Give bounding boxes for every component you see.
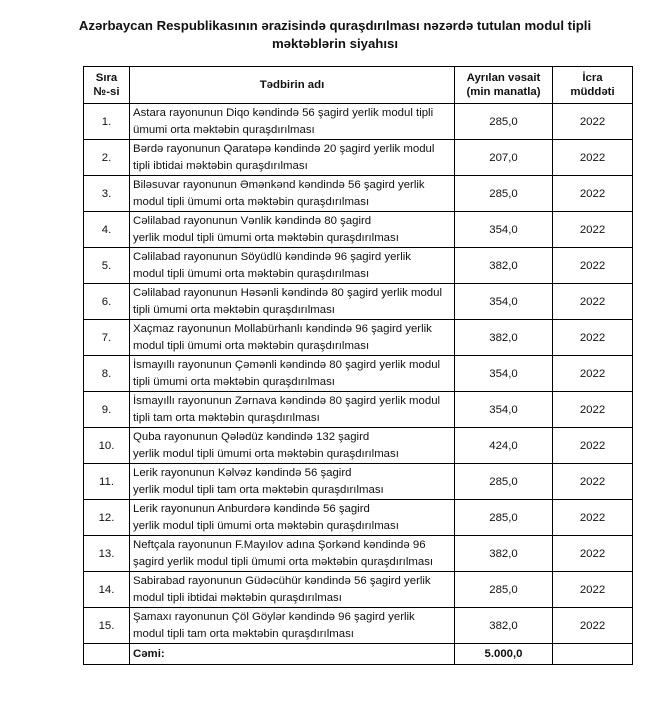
table-row xyxy=(84,356,633,392)
table-row xyxy=(84,608,633,644)
row-event-name-line-1: İsmayıllı rayonunun Zərnava kəndində 80 şagird yerlik modul xyxy=(133,395,441,407)
row-event-name xyxy=(130,284,455,320)
row-year: 2022 xyxy=(553,284,633,320)
row-amount: 285,0 xyxy=(455,104,553,140)
row-event-name-line-1: Xaçmaz rayonunun Mollabürhanlı kəndində 96 şagird yerlik xyxy=(133,323,432,335)
row-amount: 285,0 xyxy=(455,176,553,212)
row-amount: 382,0 xyxy=(455,608,553,644)
row-year: 2022 xyxy=(553,608,633,644)
row-event-name-line-1: Lerik rayonunun Anburdərə kəndində 56 şagird xyxy=(133,503,370,515)
row-number: 9. xyxy=(84,392,130,428)
table-row xyxy=(84,392,633,428)
row-number: 7. xyxy=(84,320,130,356)
row-event-name-line-1: Neftçala rayonunun F.Mayılov adına Şorkənd kəndində 96 xyxy=(133,539,426,551)
row-event-name xyxy=(130,248,455,284)
header-event-name: Tədbirin adı xyxy=(130,67,455,104)
row-event-name-line-1: Quba rayonunun Qələdüz kəndində 132 şagird xyxy=(133,431,370,443)
row-year: 2022 xyxy=(553,464,633,500)
row-event-name-line-2: yerlik modul tipli ümumi orta məktəbin quraşdırılması xyxy=(133,519,399,532)
table-row xyxy=(84,536,633,572)
header-row-number-line-2: №-si xyxy=(93,86,120,98)
table-row xyxy=(84,572,633,608)
table-row xyxy=(84,320,633,356)
header-execution-term-line-1: İcra xyxy=(582,72,603,84)
row-event-name-line-1: Astara rayonunun Diqo kəndində 56 şagird yerlik modul tipli xyxy=(133,107,434,119)
row-year: 2022 xyxy=(553,212,633,248)
row-event-name-line-2: modul tipli ibtidai məktəbin quraşdırılması xyxy=(133,591,342,604)
row-event-name-line-2: ümumi orta məktəbin quraşdırılması xyxy=(133,123,315,136)
schools-table xyxy=(83,66,633,665)
row-event-name xyxy=(130,608,455,644)
row-event-name xyxy=(130,392,455,428)
table-row xyxy=(84,428,633,464)
row-event-name-line-2: yerlik modul tipli ümumi orta məktəbin quraşdırılması xyxy=(133,231,399,244)
row-event-name xyxy=(130,536,455,572)
row-event-name xyxy=(130,428,455,464)
table-row xyxy=(84,284,633,320)
row-year: 2022 xyxy=(553,572,633,608)
row-event-name xyxy=(130,572,455,608)
row-amount: 354,0 xyxy=(455,212,553,248)
row-amount: 354,0 xyxy=(455,284,553,320)
row-amount: 382,0 xyxy=(455,536,553,572)
row-number: 10. xyxy=(84,428,130,464)
row-event-name-line-2: modul tipli ümumi orta məktəbin quraşdırılması xyxy=(133,339,370,352)
row-event-name xyxy=(130,104,455,140)
row-event-name-line-1: Biləsuvar rayonunun Əmənkənd kəndində 56 şagird yerlik xyxy=(133,179,425,191)
row-number: 1. xyxy=(84,104,130,140)
row-event-name-line-2: tipli ümumi orta məktəbin quraşdırılması xyxy=(133,375,335,388)
row-number: 8. xyxy=(84,356,130,392)
row-event-name-line-2: tipli tam orta məktəbin quraşdırılması xyxy=(133,411,320,424)
row-number: 6. xyxy=(84,284,130,320)
table-row xyxy=(84,140,633,176)
row-amount: 424,0 xyxy=(455,428,553,464)
header-execution-term xyxy=(553,67,633,104)
row-event-name xyxy=(130,500,455,536)
row-amount: 285,0 xyxy=(455,572,553,608)
row-year: 2022 xyxy=(553,356,633,392)
row-year: 2022 xyxy=(553,500,633,536)
row-event-name-line-2: tipli ümumi orta məktəbin quraşdırılması xyxy=(133,303,335,316)
header-row-number-line-1: Sıra xyxy=(95,72,118,84)
row-event-name-line-1: Cəlilabad rayonunun Söyüdlü kəndində 96 şagird yerlik xyxy=(133,251,411,263)
row-event-name xyxy=(130,176,455,212)
row-event-name xyxy=(130,356,455,392)
row-event-name-line-2: yerlik modul tipli ümumi orta məktəbin quraşdırılması xyxy=(133,447,399,460)
row-number: 3. xyxy=(84,176,130,212)
row-number: 12. xyxy=(84,500,130,536)
header-allocated-funds-line-1: Ayrılan vəsait xyxy=(466,72,541,84)
row-event-name-line-1: Cəlilabad rayonunun Vənlik kəndində 80 şagird xyxy=(133,215,372,227)
row-event-name-line-1: Lerik rayonunun Kəlvəz kəndində 56 şagird xyxy=(133,467,352,479)
row-amount: 382,0 xyxy=(455,320,553,356)
row-year: 2022 xyxy=(553,320,633,356)
row-year: 2022 xyxy=(553,428,633,464)
row-number: 2. xyxy=(84,140,130,176)
header-allocated-funds-line-2: (min manatla) xyxy=(466,86,541,98)
row-number: 4. xyxy=(84,212,130,248)
row-event-name-line-2: modul tipli ümumi orta məktəbin quraşdırılması xyxy=(133,267,370,280)
row-event-name xyxy=(130,464,455,500)
title-line-1: Azərbaycan Respublikasının ərazisində quraşdırılması nəzərdə tutulan modul tipli xyxy=(78,18,592,33)
row-year: 2022 xyxy=(553,104,633,140)
row-event-name-line-2: yerlik modul tipli tam orta məktəbin quraşdırılması xyxy=(133,483,384,496)
row-event-name-line-2: modul tipli ümumi orta məktəbin quraşdırılması xyxy=(133,195,370,208)
row-year: 2022 xyxy=(553,176,633,212)
row-number: 5. xyxy=(84,248,130,284)
total-row xyxy=(84,644,633,665)
table-row xyxy=(84,104,633,140)
table-row xyxy=(84,212,633,248)
header-row-number xyxy=(84,67,130,104)
table-row xyxy=(84,500,633,536)
row-event-name-line-1: Şamaxı rayonunun Çöl Göylər kəndində 96 şagird yerlik xyxy=(133,611,415,623)
table-header-row xyxy=(84,67,633,104)
row-event-name-line-1: Bərdə rayonunun Qaratəpə kəndində 20 şagird yerlik modul xyxy=(133,143,435,155)
row-number: 15. xyxy=(84,608,130,644)
total-empty-term xyxy=(553,644,633,665)
row-event-name xyxy=(130,140,455,176)
total-empty-cell xyxy=(84,644,130,665)
row-amount: 354,0 xyxy=(455,356,553,392)
row-year: 2022 xyxy=(553,536,633,572)
document-title xyxy=(40,17,630,53)
row-year: 2022 xyxy=(553,392,633,428)
row-amount: 354,0 xyxy=(455,392,553,428)
table-row xyxy=(84,464,633,500)
row-year: 2022 xyxy=(553,248,633,284)
title-line-2: məktəblərin siyahısı xyxy=(271,36,399,51)
row-event-name xyxy=(130,212,455,248)
total-label: Cəmi: xyxy=(130,644,455,665)
total-amount: 5.000,0 xyxy=(455,644,553,665)
row-event-name-line-1: İsmayıllı rayonunun Çəmənli kəndində 80 şagird yerlik modul xyxy=(133,359,441,371)
row-event-name-line-2: şagird yerlik modul tipli ümumi orta məktəbin quraşdırılması xyxy=(133,555,434,568)
row-amount: 285,0 xyxy=(455,464,553,500)
row-number: 13. xyxy=(84,536,130,572)
row-amount: 285,0 xyxy=(455,500,553,536)
row-number: 14. xyxy=(84,572,130,608)
row-event-name-line-2: tipli ibtidai məktəbin quraşdırılması xyxy=(133,159,308,172)
header-execution-term-line-2: müddəti xyxy=(570,86,615,98)
header-allocated-funds xyxy=(455,67,553,104)
row-event-name-line-1: Sabirabad rayonunun Güdəcühür kəndində 56 şagird yerlik xyxy=(133,575,431,587)
row-year: 2022 xyxy=(553,140,633,176)
table-row xyxy=(84,248,633,284)
row-amount: 382,0 xyxy=(455,248,553,284)
row-amount: 207,0 xyxy=(455,140,553,176)
row-event-name xyxy=(130,320,455,356)
row-event-name-line-2: modul tipli tam orta məktəbin quraşdırılması xyxy=(133,627,354,640)
row-event-name-line-1: Cəlilabad rayonunun Həsənli kəndində 80 şagird yerlik modul xyxy=(133,287,442,299)
row-number: 11. xyxy=(84,464,130,500)
table-row xyxy=(84,176,633,212)
